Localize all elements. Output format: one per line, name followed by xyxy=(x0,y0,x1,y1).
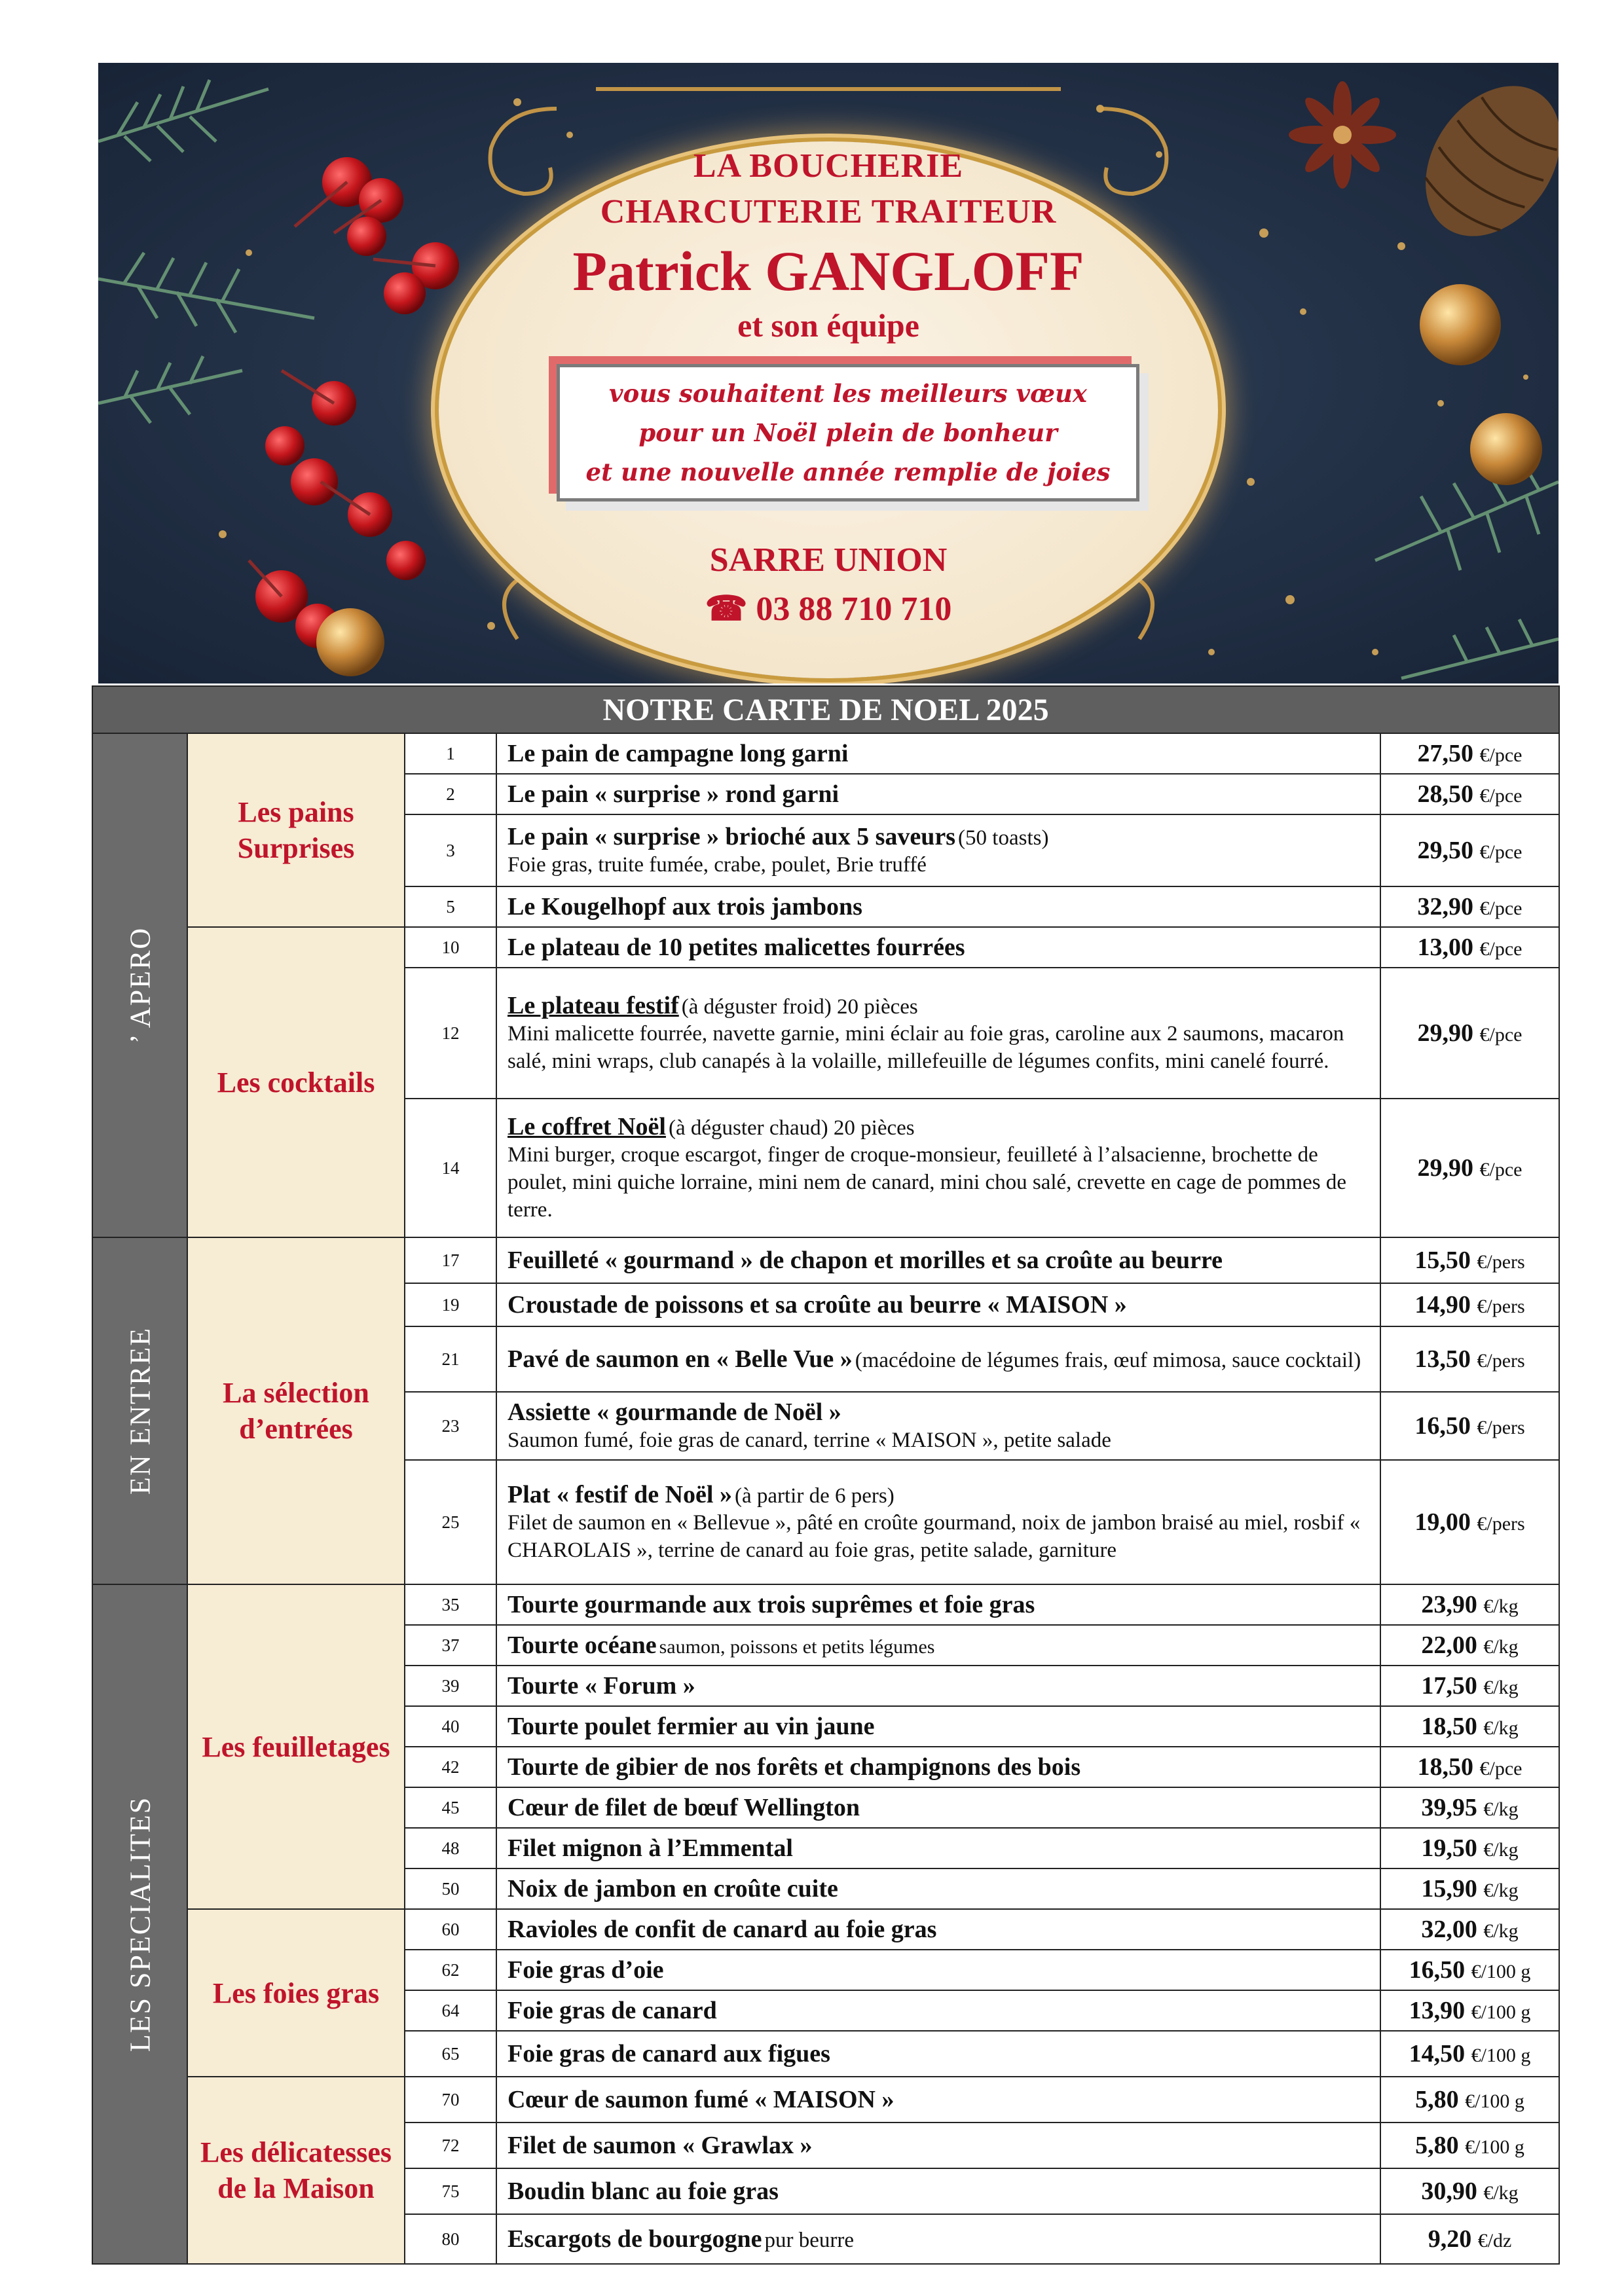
item-description xyxy=(496,2123,1380,2168)
item-description xyxy=(496,968,1380,1099)
item-description xyxy=(496,1787,1380,1828)
item-number: 62 xyxy=(405,1950,496,1990)
item-title: Tourte de gibier de nos forêts et champignons des bois xyxy=(507,1753,1081,1781)
item-note: pur beurre xyxy=(764,2229,854,2252)
price-value: 5,80 xyxy=(1415,2132,1459,2159)
section-apero xyxy=(92,733,187,1237)
category-cocktails: Les cocktails xyxy=(187,927,405,1237)
section-specialites xyxy=(92,1584,187,2264)
team-line: et son équipe xyxy=(737,307,919,344)
category-feuilletages: Les feuilletages xyxy=(187,1584,405,1909)
item-title: Le pain de campagne long garni xyxy=(507,740,849,767)
price-unit: €/pce xyxy=(1479,785,1522,807)
item-price xyxy=(1380,1099,1559,1237)
price-unit: €/kg xyxy=(1483,1677,1519,1698)
item-title: Feuilleté « gourmand » de chapon et morilles et sa croûte au beurre xyxy=(507,1247,1223,1274)
price-value: 32,00 xyxy=(1421,1916,1477,1943)
item-description xyxy=(496,2031,1380,2077)
price-unit: €/pce xyxy=(1479,938,1522,960)
price-unit: €/kg xyxy=(1483,1798,1519,1820)
item-description xyxy=(496,1099,1380,1237)
item-title: Foie gras de canard aux figues xyxy=(507,2040,830,2068)
price-unit: €/100 g xyxy=(1465,2090,1524,2112)
item-price xyxy=(1380,814,1559,886)
item-price xyxy=(1380,1868,1559,1909)
item-description xyxy=(496,814,1380,886)
item-description xyxy=(496,1909,1380,1950)
item-price xyxy=(1380,774,1559,814)
item-number: 42 xyxy=(405,1747,496,1787)
item-title: Tourte gourmande aux trois suprêmes et foie gras xyxy=(507,1591,1035,1618)
item-detail: Saumon fumé, foie gras de canard, terrine « MAISON », petite salade xyxy=(507,1429,1111,1452)
price-unit: €/pce xyxy=(1479,898,1522,919)
item-number: 35 xyxy=(405,1584,496,1625)
item-number: 48 xyxy=(405,1828,496,1868)
item-title: Le Kougelhopf aux trois jambons xyxy=(507,893,862,920)
price-value: 9,20 xyxy=(1428,2225,1472,2253)
item-price xyxy=(1380,2123,1559,2168)
price-unit: €/pers xyxy=(1477,1296,1525,1317)
item-price xyxy=(1380,1828,1559,1868)
price-value: 18,50 xyxy=(1421,1713,1477,1740)
item-detail: Mini burger, croque escargot, finger de croque-monsieur, feuilleté à l’alsacienne, brochette de poulet, mini quiche lorraine, mini nem de canard, mini chou salé, crevette en cage de pommes de terre. xyxy=(507,1143,1347,1222)
price-value: 15,90 xyxy=(1421,1875,1477,1903)
price-value: 14,90 xyxy=(1414,1291,1471,1319)
item-description xyxy=(496,1625,1380,1666)
menu-title: NOTRE CARTE DE NOEL 2025 xyxy=(92,686,1559,733)
item-title: Le coffret Noël xyxy=(507,1113,666,1140)
item-description xyxy=(496,1706,1380,1747)
item-title: Le pain « surprise » brioché aux 5 saveurs xyxy=(507,823,956,850)
item-description xyxy=(496,1584,1380,1625)
item-title: Ravioles de confit de canard au foie gras xyxy=(507,1916,937,1943)
item-number: 39 xyxy=(405,1666,496,1706)
price-value: 30,90 xyxy=(1421,2178,1477,2205)
price-unit: €/dz xyxy=(1477,2230,1512,2251)
item-price xyxy=(1380,1283,1559,1326)
item-note: (à déguster chaud) 20 pièces xyxy=(668,1116,915,1140)
wish-line-1: vous souhaitent les meilleurs vœux xyxy=(609,379,1087,408)
item-title: Cœur de saumon fumé « MAISON » xyxy=(507,2086,895,2113)
section-label: LES SPECIALITES xyxy=(124,1796,156,2052)
price-value: 32,90 xyxy=(1417,893,1474,920)
item-description xyxy=(496,1237,1380,1283)
section-label: ’ APERO xyxy=(124,926,156,1044)
price-value: 17,50 xyxy=(1421,1672,1477,1700)
price-unit: €/kg xyxy=(1483,1636,1519,1658)
item-price xyxy=(1380,2214,1559,2264)
owner-name: Patrick GANGLOFF xyxy=(572,240,1084,302)
item-note: (à partir de 6 pers) xyxy=(734,1484,895,1508)
price-value: 16,50 xyxy=(1409,1956,1466,1984)
price-value: 16,50 xyxy=(1414,1412,1471,1440)
item-number: 45 xyxy=(405,1787,496,1828)
price-unit: €/pce xyxy=(1479,1159,1522,1180)
section-label: EN ENTREE xyxy=(124,1326,156,1495)
price-value: 23,90 xyxy=(1421,1591,1477,1618)
item-number: 64 xyxy=(405,1990,496,2031)
item-price xyxy=(1380,1584,1559,1625)
item-number: 72 xyxy=(405,2123,496,2168)
item-description xyxy=(496,2214,1380,2264)
price-value: 13,50 xyxy=(1414,1345,1471,1373)
item-number: 21 xyxy=(405,1326,496,1392)
item-note: (à déguster froid) 20 pièces xyxy=(681,995,918,1019)
item-title: Croustade de poissons et sa croûte au beurre « MAISON » xyxy=(507,1291,1127,1319)
item-title: Foie gras d’oie xyxy=(507,1956,664,1984)
item-description xyxy=(496,1828,1380,1868)
price-value: 14,50 xyxy=(1409,2040,1466,2068)
wish-line-3: et une nouvelle année remplie de joies xyxy=(585,458,1111,486)
shop-line-2: CHARCUTERIE TRAITEUR xyxy=(600,193,1057,230)
section-entree xyxy=(92,1237,187,1584)
price-value: 29,50 xyxy=(1417,837,1474,864)
category-selection-entrees: La sélection d’entrées xyxy=(187,1237,405,1584)
item-price xyxy=(1380,968,1559,1099)
category-foies-gras: Les foies gras xyxy=(187,1909,405,2077)
item-number: 25 xyxy=(405,1460,496,1584)
price-unit: €/pers xyxy=(1477,1251,1525,1273)
price-value: 19,50 xyxy=(1421,1834,1477,1862)
price-unit: €/kg xyxy=(1483,1920,1519,1942)
item-description xyxy=(496,1392,1380,1460)
item-description xyxy=(496,1990,1380,2031)
item-title: Filet mignon à l’Emmental xyxy=(507,1834,793,1862)
item-price xyxy=(1380,1706,1559,1747)
item-number: 17 xyxy=(405,1237,496,1283)
price-unit: €/kg xyxy=(1483,1717,1519,1739)
price-value: 39,95 xyxy=(1421,1794,1477,1821)
item-title: Boudin blanc au foie gras xyxy=(507,2178,779,2205)
price-unit: €/kg xyxy=(1483,1880,1519,1901)
category-pains-surprises: Les pains Surprises xyxy=(187,733,405,927)
item-number: 50 xyxy=(405,1868,496,1909)
item-price xyxy=(1380,1787,1559,1828)
price-value: 19,00 xyxy=(1414,1508,1471,1536)
item-number: 37 xyxy=(405,1625,496,1666)
item-title: Le plateau festif xyxy=(507,992,679,1019)
item-description xyxy=(496,2077,1380,2123)
item-description xyxy=(496,1283,1380,1326)
item-detail: Foie gras, truite fumée, crabe, poulet, Brie truffé xyxy=(507,853,927,877)
item-number: 65 xyxy=(405,2031,496,2077)
item-number: 80 xyxy=(405,2214,496,2264)
price-value: 5,80 xyxy=(1415,2086,1459,2113)
item-detail: Filet de saumon en « Bellevue », pâté en croûte gourmand, noix de jambon braisé au miel, rosbif « CHAROLAIS », terrine de canard au foie gras, petite salade, garniture xyxy=(507,1511,1361,1562)
item-price xyxy=(1380,1326,1559,1392)
item-note: (50 toasts) xyxy=(958,826,1049,850)
price-unit: €/pce xyxy=(1479,1758,1522,1779)
price-value: 29,90 xyxy=(1417,1154,1474,1182)
item-number: 5 xyxy=(405,886,496,927)
item-title: Plat « festif de Noël » xyxy=(507,1481,732,1508)
item-description xyxy=(496,774,1380,814)
price-unit: €/pce xyxy=(1479,841,1522,863)
price-value: 15,50 xyxy=(1414,1247,1471,1274)
item-detail: Mini malicette fourrée, navette garnie, mini éclair au foie gras, caroline aux 2 saumons, macaron salé, mini wraps, club canapés à la volaille, millefeuille de légumes confits, mini canelé fourré. xyxy=(507,1022,1344,1073)
item-title: Cœur de filet de bœuf Wellington xyxy=(507,1794,860,1821)
item-number: 1 xyxy=(405,733,496,774)
item-price xyxy=(1380,1909,1559,1950)
item-title: Escargots de bourgogne xyxy=(507,2225,762,2253)
price-value: 22,00 xyxy=(1421,1631,1477,1659)
item-price xyxy=(1380,1237,1559,1283)
wish-line-2: pour un Noël plein de bonheur xyxy=(638,418,1058,447)
item-price xyxy=(1380,1666,1559,1706)
item-price xyxy=(1380,1950,1559,1990)
item-description xyxy=(496,1868,1380,1909)
item-number: 14 xyxy=(405,1099,496,1237)
town-name: SARRE UNION xyxy=(709,541,948,579)
phone-number: 03 88 710 710 xyxy=(756,591,952,628)
item-title: Pavé de saumon en « Belle Vue » xyxy=(507,1345,853,1373)
category-delicatesses-maison: Les délicatesses de la Maison xyxy=(187,2077,405,2264)
price-unit: €/pers xyxy=(1477,1417,1525,1438)
item-title: Tourte « Forum » xyxy=(507,1672,695,1700)
price-value: 13,90 xyxy=(1409,1997,1466,2024)
item-number: 3 xyxy=(405,814,496,886)
item-price xyxy=(1380,1625,1559,1666)
item-description xyxy=(496,927,1380,968)
christmas-menu-table xyxy=(92,685,1560,2265)
item-description xyxy=(496,1326,1380,1392)
price-unit: €/kg xyxy=(1483,1595,1519,1617)
price-value: 18,50 xyxy=(1417,1753,1474,1781)
price-unit: €/100 g xyxy=(1465,2136,1524,2158)
item-price xyxy=(1380,1392,1559,1460)
price-value: 13,00 xyxy=(1417,934,1474,961)
phone-line xyxy=(98,589,1559,629)
price-unit: €/pers xyxy=(1477,1513,1525,1535)
item-description xyxy=(496,733,1380,774)
price-value: 29,90 xyxy=(1417,1019,1474,1047)
item-price xyxy=(1380,2168,1559,2214)
item-title: Tourte océane xyxy=(507,1631,657,1659)
item-title: Le plateau de 10 petites malicettes fourrées xyxy=(507,934,965,961)
item-description xyxy=(496,886,1380,927)
item-description xyxy=(496,2168,1380,2214)
phone-icon: ☎ xyxy=(705,591,748,628)
item-description xyxy=(496,1950,1380,1990)
item-description xyxy=(496,1747,1380,1787)
price-unit: €/100 g xyxy=(1471,1961,1531,1982)
item-title: Filet de saumon « Grawlax » xyxy=(507,2132,813,2159)
item-price xyxy=(1380,927,1559,968)
price-value: 28,50 xyxy=(1417,780,1474,808)
price-unit: €/100 g xyxy=(1471,2001,1531,2023)
item-description xyxy=(496,1666,1380,1706)
item-number: 40 xyxy=(405,1706,496,1747)
item-title: Foie gras de canard xyxy=(507,1997,717,2024)
shop-line-1: LA BOUCHERIE xyxy=(693,147,964,185)
item-title: Assiette « gourmande de Noël » xyxy=(507,1398,841,1426)
price-unit: €/kg xyxy=(1483,1839,1519,1861)
item-number: 60 xyxy=(405,1909,496,1950)
item-price xyxy=(1380,1460,1559,1584)
item-number: 2 xyxy=(405,774,496,814)
item-title: Le pain « surprise » rond garni xyxy=(507,780,840,808)
item-description xyxy=(496,1460,1380,1584)
item-number: 70 xyxy=(405,2077,496,2123)
item-number: 23 xyxy=(405,1392,496,1460)
price-unit: €/pce xyxy=(1479,1024,1522,1046)
item-price xyxy=(1380,886,1559,927)
item-note: (macédoine de légumes frais, œuf mimosa, sauce cocktail) xyxy=(855,1349,1361,1372)
item-number: 10 xyxy=(405,927,496,968)
item-price xyxy=(1380,2077,1559,2123)
item-price xyxy=(1380,1990,1559,2031)
price-unit: €/100 g xyxy=(1471,2045,1531,2066)
price-value: 27,50 xyxy=(1417,740,1474,767)
item-price xyxy=(1380,733,1559,774)
price-unit: €/pce xyxy=(1479,744,1522,766)
item-number: 75 xyxy=(405,2168,496,2214)
item-number: 12 xyxy=(405,968,496,1099)
price-unit: €/kg xyxy=(1483,2182,1519,2204)
item-title: Noix de jambon en croûte cuite xyxy=(507,1875,838,1903)
price-unit: €/pers xyxy=(1477,1350,1525,1372)
item-number: 19 xyxy=(405,1283,496,1326)
item-price xyxy=(1380,2031,1559,2077)
christmas-banner xyxy=(98,63,1559,683)
wishes-box xyxy=(557,364,1139,501)
item-note: saumon, poissons et petits légumes xyxy=(659,1636,935,1658)
item-price xyxy=(1380,1747,1559,1787)
item-title: Tourte poulet fermier au vin jaune xyxy=(507,1713,875,1740)
